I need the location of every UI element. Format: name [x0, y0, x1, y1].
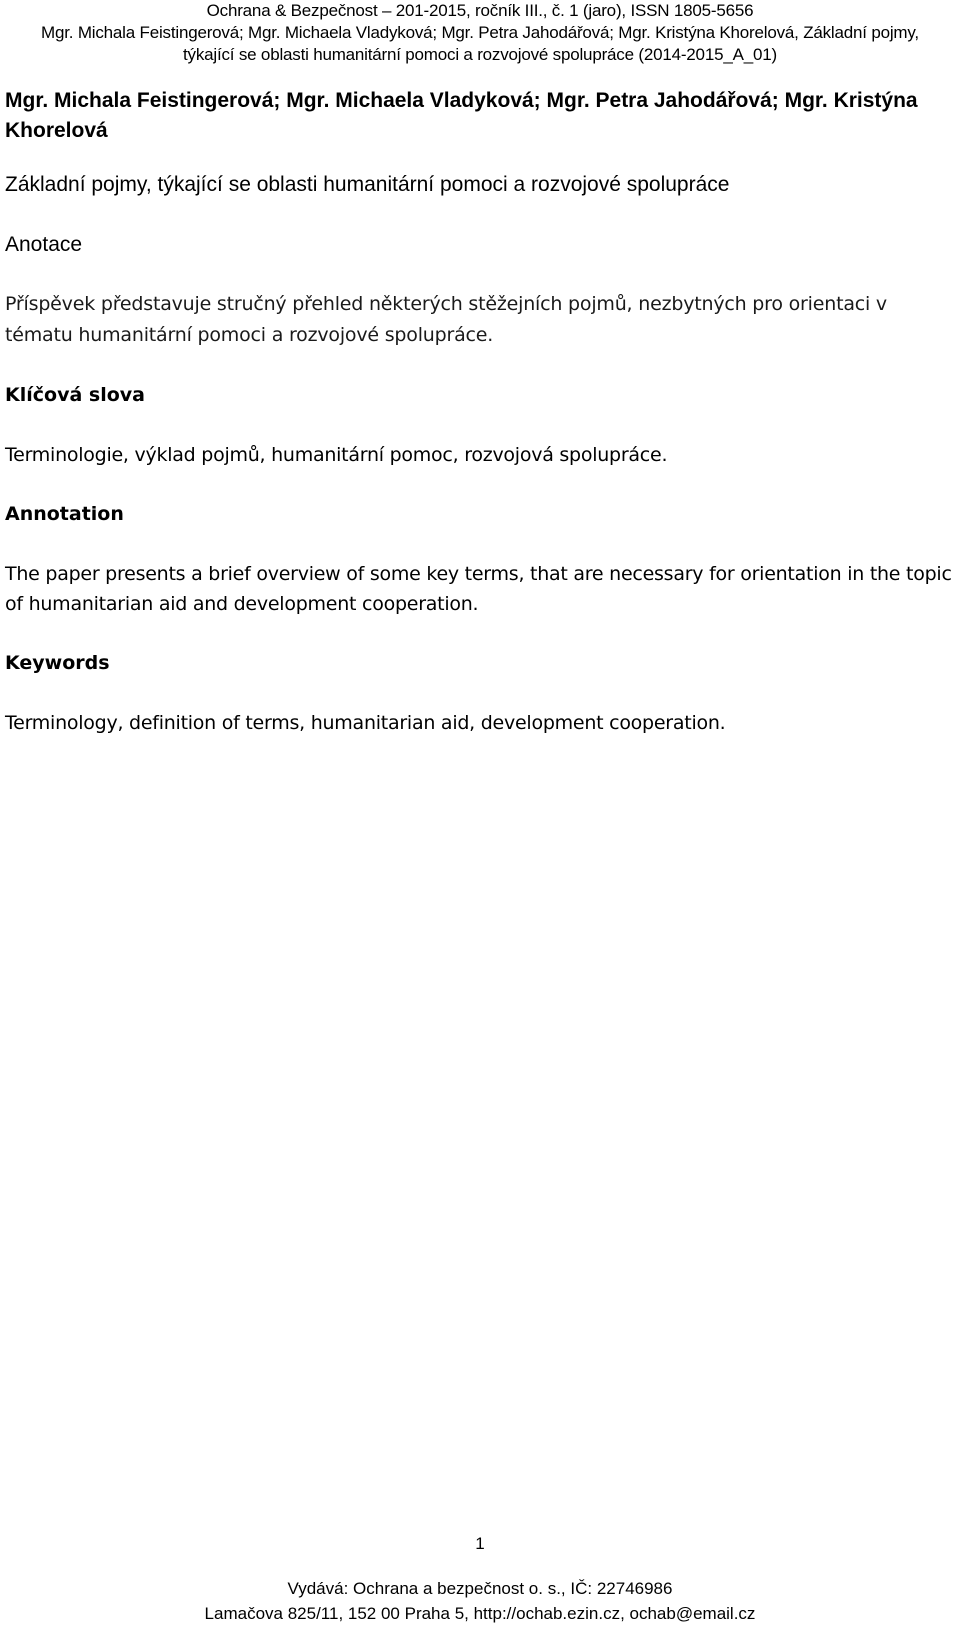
header-authors-line: Mgr. Michala Feistingerová; Mgr. Michaela Vladyková; Mgr. Petra Jahodářová; Mgr. Kristýna Khorelová, Základní pojmy,	[41, 23, 919, 42]
annotation-en-heading: Annotation	[5, 503, 124, 525]
keywords-en-heading: Keywords	[5, 652, 110, 674]
annotation-cz-text: Příspěvek představuje stručný přehled některých stěžejních pojmů, nezbytných pro orientaci v tématu humanitární pomoci a rozvojové spolupráce.	[5, 293, 887, 346]
keywords-cz-text: Terminologie, výklad pojmů, humanitární pomoc, rozvojová spolupráce.	[5, 444, 668, 466]
header-title-line: týkající se oblasti humanitární pomoci a rozvojové spolupráce (2014-2015_A_01)	[183, 45, 777, 64]
article-title: Základní pojmy, týkající se oblasti humanitární pomoci a rozvojové spolupráce	[5, 173, 730, 196]
footer-publisher-line: Vydává: Ochrana a bezpečnost o. s., IČ: 22746986	[287, 1579, 673, 1598]
annotation-en-text: The paper presents a brief overview of some key terms, that are necessary for orientation in the topic of humanitarian aid and development cooperation.	[5, 563, 952, 615]
publisher-footer	[0, 1576, 960, 1626]
running-header	[0, 0, 960, 66]
footer-address-line: Lamačova 825/11, 152 00 Praha 5, http://ochab.ezin.cz, ochab@email.cz	[204, 1604, 756, 1623]
article-authors: Mgr. Michala Feistingerová; Mgr. Michaela Vladyková; Mgr. Petra Jahodářová; Mgr. Kristýna Khorelová	[5, 89, 918, 142]
keywords-en-text: Terminology, definition of terms, humanitarian aid, development cooperation.	[5, 712, 726, 734]
keywords-cz-heading: Klíčová slova	[5, 384, 145, 406]
article-body	[5, 86, 955, 738]
header-journal-line: Ochrana & Bezpečnost – 201-2015, ročník III., č. 1 (jaro), ISSN 1805-5656	[206, 1, 754, 20]
page-number: 1	[475, 1534, 485, 1553]
annotation-cz-heading: Anotace	[5, 233, 83, 256]
